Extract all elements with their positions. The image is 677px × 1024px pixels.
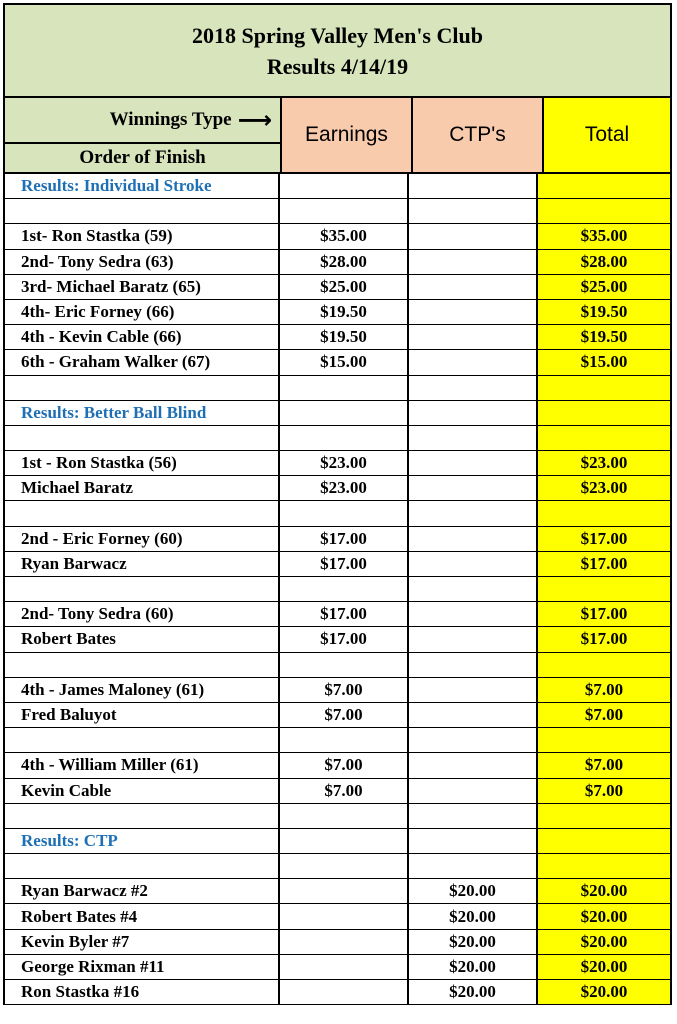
total-cell: $35.00: [538, 224, 670, 248]
table-row: [5, 879, 670, 904]
player-name-cell: 4th - William Miller (61): [5, 753, 280, 777]
winnings-type-label: Winnings Type: [109, 109, 232, 130]
ctp-cell: [409, 627, 538, 651]
total-cell: $7.00: [538, 703, 670, 727]
earnings-cell: [280, 804, 409, 828]
results-sheet: [3, 3, 672, 1005]
blank-row: [5, 728, 670, 753]
earnings-cell: [280, 577, 409, 601]
player-name-cell: [5, 426, 280, 450]
ctp-cell: [409, 703, 538, 727]
earnings-cell: $17.00: [280, 552, 409, 576]
player-name-cell: [5, 577, 280, 601]
table-row: [5, 350, 670, 375]
earnings-cell: $17.00: [280, 602, 409, 626]
table-row: [5, 678, 670, 703]
earnings-cell: $25.00: [280, 275, 409, 299]
player-name-cell: 4th - James Maloney (61): [5, 678, 280, 702]
total-cell: $28.00: [538, 250, 670, 274]
earnings-cell: [280, 174, 409, 198]
section-header-row: [5, 401, 670, 426]
total-cell: [538, 804, 670, 828]
blank-row: [5, 426, 670, 451]
right-arrow-icon: ⟶: [237, 106, 272, 134]
ctp-cell: [409, 250, 538, 274]
player-name-cell: 1st- Ron Stastka (59): [5, 224, 280, 248]
ctp-cell: [409, 804, 538, 828]
earnings-cell: [280, 728, 409, 752]
player-name-cell: [5, 804, 280, 828]
ctp-cell: [409, 199, 538, 223]
total-cell: $20.00: [538, 879, 670, 903]
ctps-header: CTP's: [413, 98, 544, 172]
winnings-type-header: [5, 98, 280, 144]
player-name-cell: [5, 854, 280, 878]
total-cell: [538, 854, 670, 878]
table-row: [5, 300, 670, 325]
ctp-cell: [409, 224, 538, 248]
earnings-cell: [280, 426, 409, 450]
player-name-cell: [5, 199, 280, 223]
player-name-cell: Kevin Byler #7: [5, 930, 280, 954]
table-row: [5, 904, 670, 929]
table-row: [5, 753, 670, 778]
total-cell: $19.50: [538, 300, 670, 324]
ctp-cell: $20.00: [409, 930, 538, 954]
total-cell: $20.00: [538, 930, 670, 954]
blank-row: [5, 199, 670, 224]
table-row: [5, 250, 670, 275]
earnings-cell: $35.00: [280, 224, 409, 248]
player-name-cell: George Rixman #11: [5, 955, 280, 979]
total-cell: $7.00: [538, 753, 670, 777]
total-cell: [538, 829, 670, 853]
ctp-cell: [409, 728, 538, 752]
section-title: Results: Individual Stroke: [5, 174, 280, 198]
total-cell: [538, 401, 670, 425]
earnings-cell: [280, 930, 409, 954]
total-cell: [538, 501, 670, 525]
ctp-cell: [409, 501, 538, 525]
player-name-cell: Michael Baratz: [5, 476, 280, 500]
player-name-cell: Kevin Cable: [5, 779, 280, 803]
total-cell: $23.00: [538, 451, 670, 475]
section-title: Results: Better Ball Blind: [5, 401, 280, 425]
player-name-cell: 4th - Kevin Cable (66): [5, 325, 280, 349]
earnings-cell: $28.00: [280, 250, 409, 274]
earnings-cell: $7.00: [280, 703, 409, 727]
player-name-cell: Robert Bates #4: [5, 904, 280, 928]
total-cell: $7.00: [538, 678, 670, 702]
title-line-2: Results 4/14/19: [266, 53, 409, 79]
earnings-cell: [280, 501, 409, 525]
earnings-cell: [280, 955, 409, 979]
table-row: [5, 627, 670, 652]
header-left-block: [5, 98, 282, 172]
earnings-cell: [280, 401, 409, 425]
ctp-cell: [409, 275, 538, 299]
column-header-row: [5, 98, 670, 174]
ctp-cell: $20.00: [409, 980, 538, 1004]
ctp-cell: [409, 174, 538, 198]
ctp-cell: [409, 577, 538, 601]
total-cell: [538, 199, 670, 223]
earnings-cell: $19.50: [280, 300, 409, 324]
ctp-cell: [409, 325, 538, 349]
earnings-cell: $17.00: [280, 527, 409, 551]
table-row: [5, 552, 670, 577]
ctp-cell: [409, 376, 538, 400]
earnings-cell: [280, 904, 409, 928]
player-name-cell: 6th - Graham Walker (67): [5, 350, 280, 374]
ctp-cell: $20.00: [409, 879, 538, 903]
ctp-cell: [409, 476, 538, 500]
total-cell: $7.00: [538, 779, 670, 803]
table-row: [5, 779, 670, 804]
table-row: [5, 476, 670, 501]
ctp-cell: [409, 552, 538, 576]
ctp-cell: [409, 653, 538, 677]
player-name-cell: [5, 501, 280, 525]
total-cell: $15.00: [538, 350, 670, 374]
ctp-cell: [409, 829, 538, 853]
table-row: [5, 451, 670, 476]
player-name-cell: 2nd- Tony Sedra (60): [5, 602, 280, 626]
ctp-cell: [409, 779, 538, 803]
section-header-row: [5, 174, 670, 199]
earnings-cell: [280, 980, 409, 1004]
table-row: [5, 703, 670, 728]
section-title: Results: CTP: [5, 829, 280, 853]
player-name-cell: Ron Stastka #16: [5, 980, 280, 1004]
earnings-cell: [280, 199, 409, 223]
ctp-cell: [409, 527, 538, 551]
total-cell: $20.00: [538, 955, 670, 979]
blank-row: [5, 854, 670, 879]
ctp-cell: [409, 300, 538, 324]
ctp-cell: [409, 426, 538, 450]
ctp-cell: [409, 854, 538, 878]
player-name-cell: [5, 728, 280, 752]
total-cell: [538, 376, 670, 400]
earnings-cell: $19.50: [280, 325, 409, 349]
earnings-cell: [280, 854, 409, 878]
table-row: [5, 224, 670, 249]
total-cell: $17.00: [538, 602, 670, 626]
total-cell: $25.00: [538, 275, 670, 299]
blank-row: [5, 501, 670, 526]
total-cell: $17.00: [538, 627, 670, 651]
player-name-cell: Fred Baluyot: [5, 703, 280, 727]
earnings-cell: $7.00: [280, 753, 409, 777]
total-cell: $23.00: [538, 476, 670, 500]
earnings-cell: $23.00: [280, 476, 409, 500]
earnings-cell: $23.00: [280, 451, 409, 475]
ctp-cell: [409, 451, 538, 475]
total-cell: $20.00: [538, 980, 670, 1004]
player-name-cell: Ryan Barwacz #2: [5, 879, 280, 903]
player-name-cell: Robert Bates: [5, 627, 280, 651]
ctp-cell: [409, 753, 538, 777]
table-row: [5, 325, 670, 350]
blank-row: [5, 577, 670, 602]
total-header: Total: [544, 98, 670, 172]
ctp-cell: [409, 350, 538, 374]
table-row: [5, 527, 670, 552]
table-row: [5, 930, 670, 955]
ctp-cell: $20.00: [409, 955, 538, 979]
table-row: [5, 955, 670, 980]
total-cell: $20.00: [538, 904, 670, 928]
ctp-cell: $20.00: [409, 904, 538, 928]
total-cell: $19.50: [538, 325, 670, 349]
total-cell: [538, 174, 670, 198]
earnings-cell: [280, 829, 409, 853]
table-row: [5, 980, 670, 1005]
total-cell: [538, 426, 670, 450]
player-name-cell: 1st - Ron Stastka (56): [5, 451, 280, 475]
player-name-cell: [5, 653, 280, 677]
total-cell: [538, 728, 670, 752]
earnings-cell: [280, 376, 409, 400]
order-of-finish-header: Order of Finish: [5, 144, 280, 172]
title-line-1: 2018 Spring Valley Men's Club: [192, 22, 483, 48]
blank-row: [5, 376, 670, 401]
earnings-cell: [280, 653, 409, 677]
earnings-cell: [280, 879, 409, 903]
total-cell: $17.00: [538, 527, 670, 551]
ctp-cell: [409, 602, 538, 626]
table-row: [5, 602, 670, 627]
section-header-row: [5, 829, 670, 854]
ctp-cell: [409, 401, 538, 425]
player-name-cell: [5, 376, 280, 400]
total-cell: $17.00: [538, 552, 670, 576]
results-rows: [5, 174, 670, 1005]
sheet-title: [5, 5, 670, 98]
player-name-cell: 4th- Eric Forney (66): [5, 300, 280, 324]
earnings-cell: $17.00: [280, 627, 409, 651]
player-name-cell: Ryan Barwacz: [5, 552, 280, 576]
player-name-cell: 3rd- Michael Baratz (65): [5, 275, 280, 299]
player-name-cell: 2nd- Tony Sedra (63): [5, 250, 280, 274]
earnings-cell: $7.00: [280, 779, 409, 803]
earnings-header: Earnings: [282, 98, 413, 172]
earnings-cell: $7.00: [280, 678, 409, 702]
total-cell: [538, 653, 670, 677]
blank-row: [5, 804, 670, 829]
ctp-cell: [409, 678, 538, 702]
total-cell: [538, 577, 670, 601]
blank-row: [5, 653, 670, 678]
table-row: [5, 275, 670, 300]
player-name-cell: 2nd - Eric Forney (60): [5, 527, 280, 551]
earnings-cell: $15.00: [280, 350, 409, 374]
